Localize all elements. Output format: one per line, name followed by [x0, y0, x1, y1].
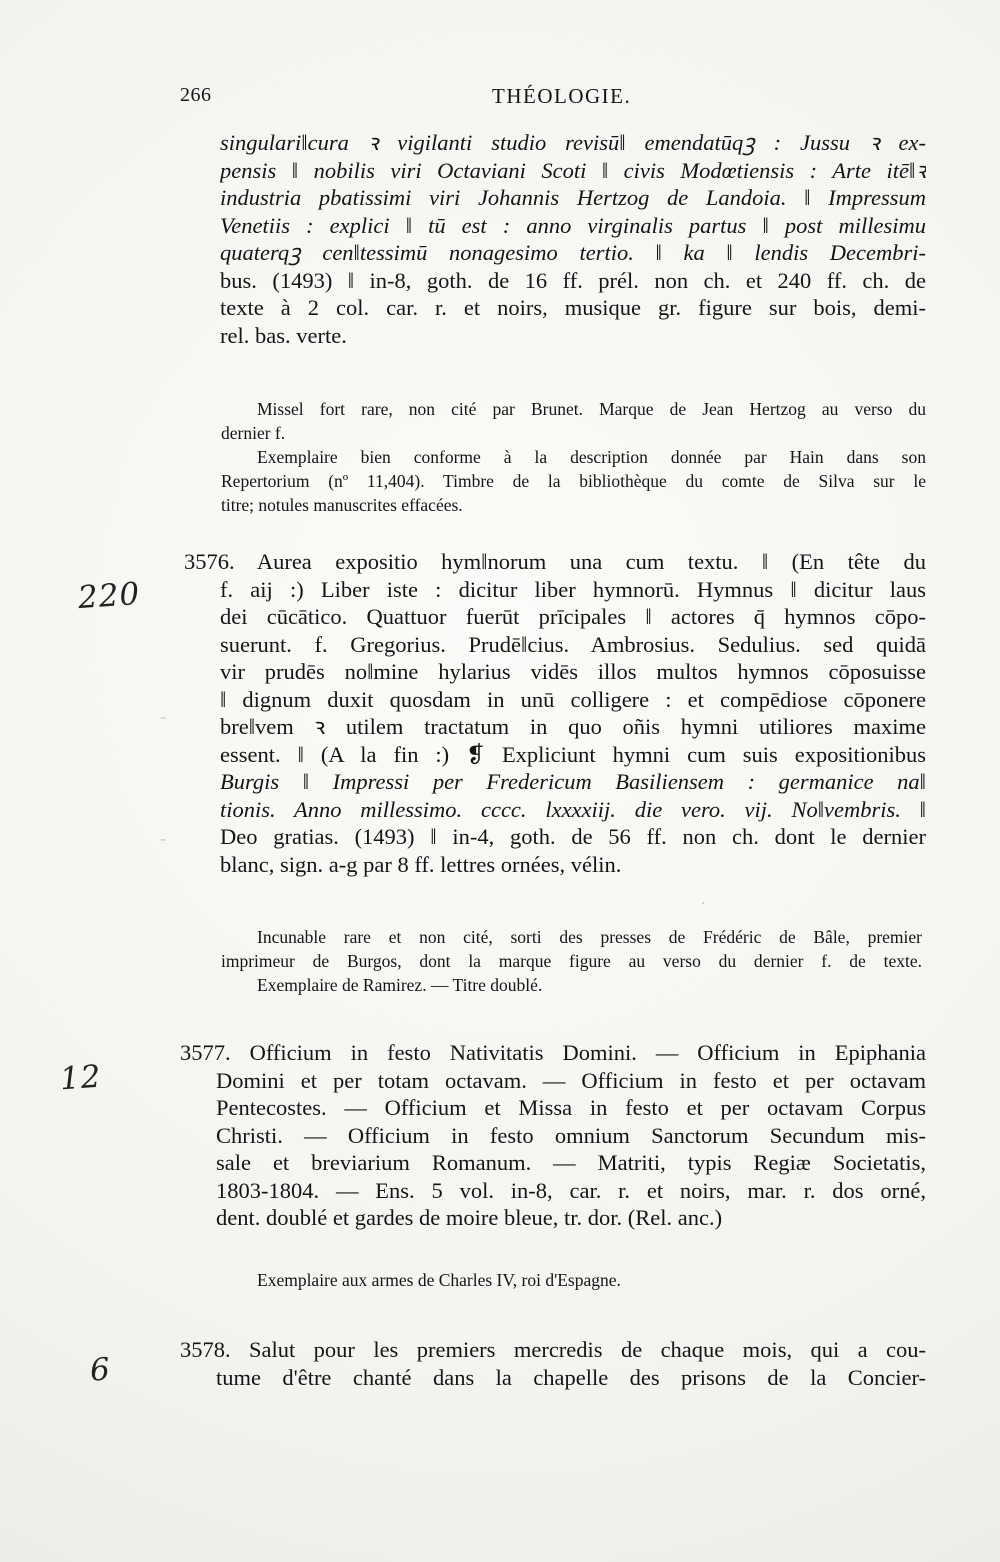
entry-line: blanc, sign. a-g par 8 ff. lettres ornées, vélin.	[220, 851, 622, 877]
entry-line: 1803-1804. — Ens. 5 vol. in-8, car. r. et noirs, mar. r. dos orné,	[216, 1177, 926, 1203]
entry-line: 3577. Officium in festo Nativitatis Domini. — Officium in Epiphania	[180, 1040, 926, 1065]
entry-line: Domini et per totam octavam. — Officium in festo et per octavam	[216, 1067, 926, 1093]
entry-line: industria pbatissimi viri Johannis Hertzog de Landoia. ‖ Impressum	[220, 185, 926, 210]
margin-price-note: 6	[88, 1351, 112, 1389]
note-line: Repertorium (nº 11,404). Timbre de la bibliothèque du comte de Silva sur le	[221, 471, 926, 491]
entry-line: f. aij :) Liber iste : dicitur liber hymnorū. Hymnus ‖ dicitur laus	[220, 576, 926, 602]
entry-line: Venetiis : explici ‖ tū est : anno virginalis partus ‖ post millesimu	[220, 212, 926, 238]
note-line: Incunable rare et non cité, sorti des presses de Frédéric de Bâle, premier	[257, 927, 922, 947]
page-number: 266	[180, 84, 212, 106]
entry-3576	[184, 548, 926, 878]
entry-line: suerunt. f. Gregorius. Prudē‖cius. Ambrosius. Sedulius. sed quidā	[220, 631, 926, 657]
entry-line: vir prudēs no‖mine hylarius vidēs illos multos hymnos cōposuisse	[220, 659, 926, 684]
entry-line: quaterqꝫ cen‖tessimū nonagesimo tertio. ‖ ka ‖ lendis Decembri-	[220, 240, 926, 265]
entry-3578	[180, 1336, 926, 1391]
margin-price-note: 12	[58, 1058, 103, 1098]
scan-mark: -	[160, 706, 166, 726]
entry-line: dent. doublé et gardes de moire bleue, tr. dor. (Rel. anc.)	[216, 1205, 723, 1230]
entry-line: texte à 2 col. car. r. et noirs, musique gr. figure sur bois, demi-	[220, 295, 926, 320]
page-header	[180, 84, 940, 112]
entry-line: 3576. Aurea expositio hym‖norum una cum textu. ‖ (En tête du	[184, 549, 926, 574]
running-title: THÉOLOGIE.	[492, 84, 632, 108]
entry-line: Christi. — Officium in festo omnium Sanctorum Secundum mis-	[216, 1122, 926, 1148]
entry-line: Pentecostes. — Officium et Missa in festo et per octavam Corpus	[216, 1095, 926, 1120]
entry-line: essent. ‖ (A la fin :) ❡ Expliciunt hymni cum suis expositionibus	[220, 741, 926, 767]
continued-entry	[220, 129, 926, 349]
entry-line: 3578. Salut pour les premiers mercredis de chaque mois, qui a cou-	[180, 1337, 926, 1362]
entry-line: dei cūcātico. Quattuor fuerūt prīcipales ‖ actores q̄ hymnos cōpo-	[220, 604, 926, 629]
entry-line: singulari‖cura ꝛ vigilanti studio revisū‖ emendatūqꝫ : Jussu ꝛ ex-	[220, 130, 926, 155]
entry-line: tume d'être chanté dans la chapelle des prisons de la Concier-	[216, 1364, 926, 1390]
note-line: dernier f.	[221, 423, 286, 443]
note-block	[257, 1268, 922, 1292]
entry-line: tionis. Anno millessimo. cccc. lxxxxiij. die vero. vij. No‖vembris. ‖	[220, 796, 926, 822]
note-line: Exemplaire bien conforme à la description donnée par Hain dans son	[257, 447, 926, 467]
entry-line: bre‖vem ꝛ utilem tractatum in quo oñis hymni utiliores maxime	[220, 714, 926, 739]
entry-line: Burgis ‖ Impressi per Fredericum Basiliensem : germanice na‖	[220, 769, 926, 794]
note-line: Missel fort rare, non cité par Brunet. Marque de Jean Hertzog au verso du	[257, 399, 926, 419]
note-line: imprimeur de Burgos, dont la marque figure au verso du dernier f. de texte.	[221, 951, 922, 971]
note-block	[221, 925, 922, 997]
note-line: Exemplaire aux armes de Charles IV, roi d'Espagne.	[257, 1270, 621, 1290]
entry-line: bus. (1493) ‖ in-8, goth. de 16 ff. prél. non ch. et 240 ff. ch. de	[220, 267, 926, 293]
note-line: titre; notules manuscrites effacées.	[221, 495, 463, 515]
note-line: Exemplaire de Ramirez. — Titre doublé.	[257, 975, 543, 995]
entry-line: sale et breviarium Romanum. — Matriti, typis Regiæ Societatis,	[216, 1150, 926, 1175]
entry-line: pensis ‖ nobilis viri Octaviani Scoti ‖ civis Modœtiensis : Arte itē‖ꝛ	[220, 157, 926, 183]
entry-line: Deo gratias. (1493) ‖ in-4, goth. de 56 ff. non ch. dont le dernier	[220, 824, 926, 849]
scan-mark: ·	[700, 893, 706, 913]
margin-price-note: 220	[76, 575, 142, 617]
entry-line: rel. bas. verte.	[220, 322, 347, 348]
note-block	[221, 397, 926, 517]
entry-3577	[180, 1039, 926, 1232]
entry-line: ‖ dignum duxit quosdam in unū colligere : et compēdiose cōponere	[220, 686, 926, 712]
scan-mark: -	[160, 828, 166, 848]
